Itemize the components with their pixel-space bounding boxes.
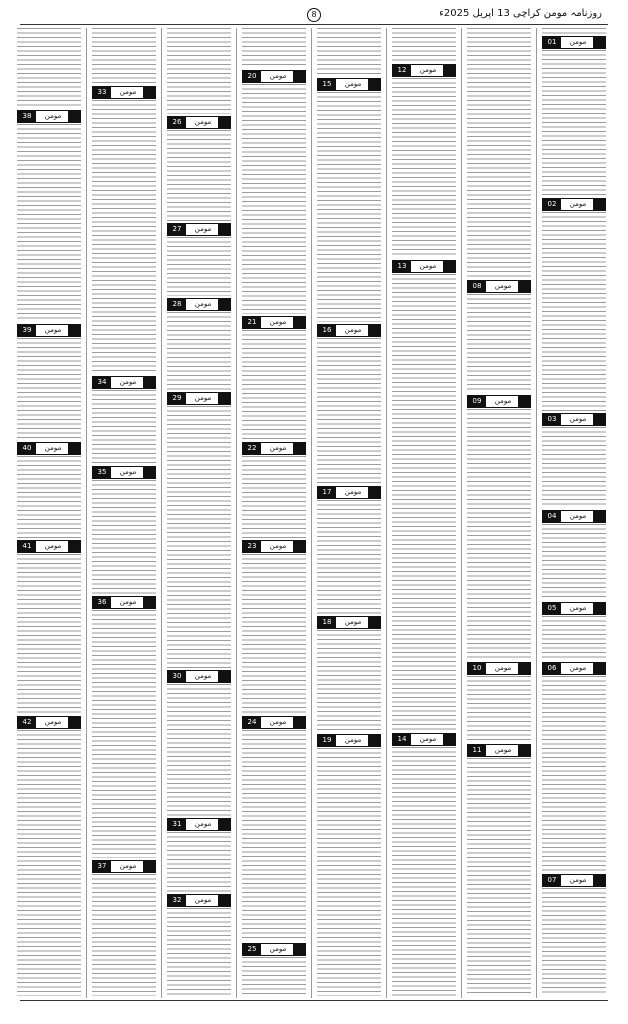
ad-number: 35 (93, 467, 111, 478)
ad-header (167, 818, 231, 831)
ad-header (242, 943, 306, 956)
ad-label: مومن (494, 746, 512, 754)
ad-header (242, 540, 306, 553)
classified-text (542, 212, 606, 411)
ad-header (17, 110, 81, 123)
classified-text (542, 427, 606, 508)
ad-label: مومن (569, 664, 587, 672)
ad-number: 07 (543, 875, 561, 886)
column-separator (86, 28, 87, 998)
column-7 (90, 28, 158, 998)
logo-badge-icon (443, 261, 455, 272)
ad-header (317, 78, 381, 91)
ad-label: مومن (419, 262, 437, 270)
logo-badge-icon (368, 487, 380, 498)
ad-number: 19 (318, 735, 336, 746)
classified-text (317, 28, 381, 76)
classified-text (467, 409, 531, 660)
logo-badge-icon (143, 467, 155, 478)
classified-text (392, 28, 456, 62)
ad-header (392, 64, 456, 77)
ad-label: مومن (194, 896, 212, 904)
classified-text (542, 524, 606, 600)
ad-label: مومن (419, 735, 437, 743)
classified-text (92, 874, 156, 996)
ad-label: مومن (119, 88, 137, 96)
logo-badge-icon (218, 224, 230, 235)
column-5 (240, 28, 308, 998)
ad-header (167, 392, 231, 405)
column-separator (236, 28, 237, 998)
ad-label: مومن (119, 468, 137, 476)
classified-text (392, 747, 456, 996)
column-8 (15, 28, 83, 998)
ad-number: 18 (318, 617, 336, 628)
classified-text (392, 274, 456, 731)
ad-label: مومن (569, 604, 587, 612)
ad-label: مومن (194, 225, 212, 233)
ad-header (167, 670, 231, 683)
ad-header (392, 733, 456, 746)
ad-label: مومن (494, 397, 512, 405)
classified-text (242, 730, 306, 941)
ad-number: 24 (243, 717, 261, 728)
ad-header (542, 36, 606, 49)
ad-number: 09 (468, 396, 486, 407)
ad-number: 30 (168, 671, 186, 682)
masthead (0, 0, 628, 26)
classified-text (167, 130, 231, 221)
classified-text (542, 676, 606, 872)
ad-header (92, 86, 156, 99)
ad-number: 36 (93, 597, 111, 608)
logo-badge-icon (443, 734, 455, 745)
ad-number: 16 (318, 325, 336, 336)
logo-badge-icon (143, 861, 155, 872)
ad-label: مومن (194, 672, 212, 680)
ad-label: مومن (44, 326, 62, 334)
ad-label: مومن (494, 282, 512, 290)
ad-header (317, 734, 381, 747)
ad-number: 26 (168, 117, 186, 128)
logo-badge-icon (593, 37, 605, 48)
ad-header (542, 413, 606, 426)
logo-badge-icon (368, 617, 380, 628)
classified-text (242, 84, 306, 314)
logo-badge-icon (68, 717, 80, 728)
ad-header (467, 395, 531, 408)
ad-label: مومن (344, 488, 362, 496)
logo-badge-icon (368, 325, 380, 336)
ad-header (167, 894, 231, 907)
logo-badge-icon (593, 414, 605, 425)
ad-number: 03 (543, 414, 561, 425)
classified-text (542, 28, 606, 34)
ad-header (392, 260, 456, 273)
logo-badge-icon (218, 393, 230, 404)
classified-text (92, 100, 156, 374)
ad-number: 32 (168, 895, 186, 906)
top-divider (20, 24, 608, 25)
ad-label: مومن (494, 664, 512, 672)
ad-label: مومن (569, 415, 587, 423)
ad-label: مومن (269, 542, 287, 550)
logo-badge-icon (593, 511, 605, 522)
classified-text (242, 554, 306, 714)
ad-label: مومن (269, 444, 287, 452)
ad-number: 20 (243, 71, 261, 82)
ad-header (467, 280, 531, 293)
ad-header (167, 298, 231, 311)
ad-header (167, 116, 231, 129)
logo-badge-icon (518, 663, 530, 674)
ad-number: 40 (18, 443, 36, 454)
ad-number: 25 (243, 944, 261, 955)
classified-text (167, 908, 231, 996)
classified-text (167, 28, 231, 114)
ad-header (542, 510, 606, 523)
classified-text (167, 312, 231, 390)
ad-number: 38 (18, 111, 36, 122)
ad-label: مومن (569, 38, 587, 46)
classified-text (242, 957, 306, 996)
classified-text (317, 748, 381, 996)
ad-header (542, 602, 606, 615)
classified-text (467, 28, 531, 278)
classified-text (317, 92, 381, 322)
logo-badge-icon (218, 895, 230, 906)
ad-number: 27 (168, 224, 186, 235)
ad-label: مومن (344, 618, 362, 626)
classified-text (167, 832, 231, 892)
ad-number: 12 (393, 65, 411, 76)
column-2 (465, 28, 533, 998)
ad-header (17, 442, 81, 455)
logo-badge-icon (293, 944, 305, 955)
ad-label: مومن (344, 326, 362, 334)
ad-label: مومن (44, 444, 62, 452)
ad-label: مومن (119, 862, 137, 870)
ad-number: 42 (18, 717, 36, 728)
logo-badge-icon (143, 87, 155, 98)
ad-label: مومن (119, 378, 137, 386)
ad-number: 04 (543, 511, 561, 522)
ad-label: مومن (344, 736, 362, 744)
ad-number: 14 (393, 734, 411, 745)
classified-text (242, 330, 306, 440)
ad-header (167, 223, 231, 236)
ad-header (92, 596, 156, 609)
ad-number: 31 (168, 819, 186, 830)
column-separator (386, 28, 387, 998)
ad-label: مومن (569, 512, 587, 520)
classified-text (17, 554, 81, 714)
ad-header (242, 442, 306, 455)
ad-number: 13 (393, 261, 411, 272)
ad-label: مومن (344, 80, 362, 88)
column-separator (161, 28, 162, 998)
ad-label: مومن (569, 876, 587, 884)
classified-text (17, 338, 81, 440)
ad-number: 23 (243, 541, 261, 552)
classified-text (17, 28, 81, 108)
column-separator (461, 28, 462, 998)
ad-header (317, 486, 381, 499)
ad-label: مومن (269, 318, 287, 326)
ad-number: 21 (243, 317, 261, 328)
classified-text (167, 406, 231, 668)
ad-number: 11 (468, 745, 486, 756)
ad-number: 41 (18, 541, 36, 552)
classified-text (167, 237, 231, 296)
ad-number: 39 (18, 325, 36, 336)
column-4 (315, 28, 383, 998)
ad-label: مومن (269, 718, 287, 726)
logo-badge-icon (293, 717, 305, 728)
logo-badge-icon (68, 111, 80, 122)
ad-number: 02 (543, 199, 561, 210)
ad-label: مومن (269, 945, 287, 953)
ad-number: 05 (543, 603, 561, 614)
classified-text (17, 456, 81, 538)
logo-badge-icon (443, 65, 455, 76)
ad-label: مومن (44, 718, 62, 726)
classified-text (167, 684, 231, 816)
classified-text (92, 28, 156, 84)
ad-header (467, 662, 531, 675)
logo-badge-icon (143, 597, 155, 608)
logo-badge-icon (68, 325, 80, 336)
logo-badge-icon (68, 541, 80, 552)
classified-text (92, 480, 156, 594)
ad-label: مومن (44, 542, 62, 550)
logo-badge-icon (68, 443, 80, 454)
ad-header (17, 324, 81, 337)
logo-badge-icon (518, 745, 530, 756)
ad-header (317, 616, 381, 629)
logo-badge-icon (143, 377, 155, 388)
column-separator (536, 28, 537, 998)
ad-label: مومن (194, 820, 212, 828)
bottom-divider (20, 1000, 608, 1001)
ad-label: مومن (119, 598, 137, 606)
column-6 (165, 28, 233, 998)
ad-number: 15 (318, 79, 336, 90)
ad-label: مومن (194, 118, 212, 126)
classified-text (242, 28, 306, 68)
logo-badge-icon (593, 663, 605, 674)
logo-badge-icon (518, 396, 530, 407)
classified-text (542, 50, 606, 196)
logo-badge-icon (293, 317, 305, 328)
ad-header (242, 716, 306, 729)
ad-header (17, 540, 81, 553)
logo-badge-icon (293, 443, 305, 454)
classified-text (17, 124, 81, 322)
ad-number: 08 (468, 281, 486, 292)
ad-number: 01 (543, 37, 561, 48)
ad-number: 33 (93, 87, 111, 98)
ad-label: مومن (194, 300, 212, 308)
ad-header (542, 662, 606, 675)
ad-header (467, 744, 531, 757)
ad-label: مومن (569, 200, 587, 208)
classified-text (92, 390, 156, 464)
ad-label: مومن (194, 394, 212, 402)
classified-text (467, 294, 531, 393)
logo-badge-icon (368, 79, 380, 90)
ad-header (542, 874, 606, 887)
masthead-title: روزنامہ مومن کراچی 13 اپریل 2025ء (439, 8, 602, 19)
ad-header (242, 316, 306, 329)
classified-text (542, 616, 606, 660)
logo-badge-icon (293, 71, 305, 82)
logo-badge-icon (518, 281, 530, 292)
logo-badge-icon (593, 603, 605, 614)
ad-header (92, 466, 156, 479)
logo-badge-icon (218, 299, 230, 310)
classified-text (317, 500, 381, 614)
column-separator (311, 28, 312, 998)
ad-number: 17 (318, 487, 336, 498)
logo-badge-icon (218, 117, 230, 128)
ad-number: 22 (243, 443, 261, 454)
ad-number: 10 (468, 663, 486, 674)
logo-badge-icon (593, 875, 605, 886)
classified-text (542, 888, 606, 996)
classified-text (392, 78, 456, 258)
logo-badge-icon (293, 541, 305, 552)
ad-label: مومن (44, 112, 62, 120)
ad-number: 37 (93, 861, 111, 872)
classified-text (467, 676, 531, 742)
page-number: 8 (307, 8, 321, 22)
logo-badge-icon (218, 819, 230, 830)
ad-number: 06 (543, 663, 561, 674)
ad-header (242, 70, 306, 83)
ad-header (17, 716, 81, 729)
ad-label: مومن (419, 66, 437, 74)
classified-text (467, 758, 531, 996)
ad-number: 34 (93, 377, 111, 388)
ad-number: 29 (168, 393, 186, 404)
logo-badge-icon (593, 199, 605, 210)
classified-text (242, 456, 306, 538)
ad-header (317, 324, 381, 337)
column-1 (540, 28, 608, 998)
ad-header (542, 198, 606, 211)
column-3 (390, 28, 458, 998)
ad-number: 28 (168, 299, 186, 310)
ad-label: مومن (269, 72, 287, 80)
ad-header (92, 860, 156, 873)
ad-header (92, 376, 156, 389)
classified-text (17, 730, 81, 996)
logo-badge-icon (368, 735, 380, 746)
logo-badge-icon (218, 671, 230, 682)
classified-text (92, 610, 156, 858)
classified-text (317, 338, 381, 484)
classified-text (317, 630, 381, 732)
